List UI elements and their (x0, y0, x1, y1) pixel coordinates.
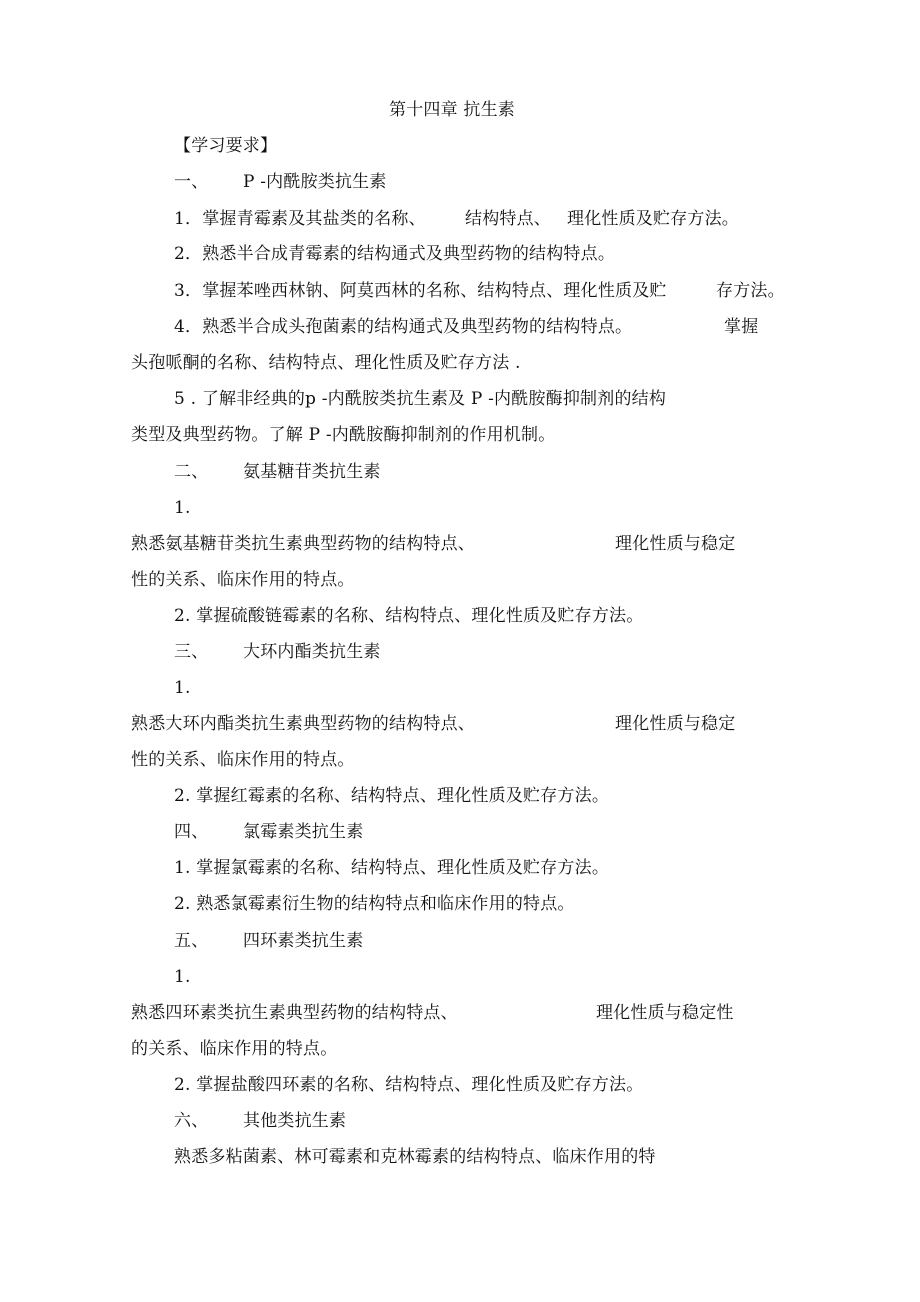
s2-item-1: 熟悉氨基糖苷类抗生素典型药物的结构特点、 (131, 534, 475, 554)
section-2-heading: 氨基糖苷类抗生素 (243, 462, 381, 482)
s1-item-3-end: 存方法。 (716, 281, 785, 301)
section-6-number: 六、 (174, 1111, 209, 1131)
section-4-heading: 氯霉素类抗生素 (243, 822, 364, 842)
chapter-title: 第十四章 抗生素 (389, 100, 516, 120)
s2-item-1-number: 1. (174, 498, 191, 518)
s1-item-3: 3．掌握苯唑西林钠、阿莫西林的名称、结构特点、理化性质及贮 (174, 281, 667, 301)
s1-item-4-continued: 头孢哌酮的名称、结构特点、理化性质及贮存方法 . (131, 353, 521, 373)
requirements-heading: 【学习要求】 (174, 136, 278, 156)
s1-item-2: 2．熟悉半合成青霉素的结构通式及典型药物的结构特点。 (174, 244, 616, 264)
s3-item-1-number: 1. (174, 678, 191, 698)
s3-item-2: 2. 掌握红霉素的名称、结构特点、理化性质及贮存方法。 (174, 786, 610, 806)
s3-item-1: 熟悉大环内酯类抗生素典型药物的结构特点、 (131, 714, 475, 734)
s5-item-1-number: 1. (174, 967, 191, 987)
s1-item-5-continued: 类型及典型药物。了解 Ρ -内酰胺酶抑制剂的作用机制。 (131, 425, 556, 445)
s2-item-2: 2. 掌握硫酸链霉素的名称、结构特点、理化性质及贮存方法。 (174, 606, 644, 626)
section-5-heading: 四环素类抗生素 (243, 931, 364, 951)
s6-item-1: 熟悉多粘菌素、林可霉素和克林霉素的结构特点、临床作用的特 (174, 1147, 656, 1167)
section-6-heading: 其他类抗生素 (243, 1111, 347, 1131)
s1-item-4-tail: 掌握 (724, 317, 759, 337)
s5-item-1-continued: 的关系、临床作用的特点。 (131, 1039, 338, 1059)
s4-item-1: 1. 掌握氯霉素的名称、结构特点、理化性质及贮存方法。 (174, 858, 610, 878)
s2-item-1-part-b: 理化性质与稳定 (615, 534, 736, 554)
s1-item-1: 1．掌握青霉素及其盐类的名称、 (174, 209, 426, 229)
section-5-number: 五、 (174, 931, 209, 951)
s5-item-1-part-b: 理化性质与稳定性 (596, 1003, 734, 1023)
s4-item-2: 2. 熟悉氯霉素衍生物的结构特点和临床作用的特点。 (174, 894, 575, 914)
section-1-number: 一、 (174, 172, 209, 192)
s1-item-1-part-c: 理化性质及贮存方法。 (567, 209, 739, 229)
s3-item-1-part-b: 理化性质与稳定 (615, 714, 736, 734)
section-2-number: 二、 (174, 462, 209, 482)
s2-item-1-continued: 性的关系、临床作用的特点。 (131, 570, 355, 590)
s5-item-1: 熟悉四环素类抗生素典型药物的结构特点、 (131, 1003, 458, 1023)
s5-item-2: 2. 掌握盐酸四环素的名称、结构特点、理化性质及贮存方法。 (174, 1075, 644, 1095)
s1-item-4: 4．熟悉半合成头孢菌素的结构通式及典型药物的结构特点。 (174, 317, 633, 337)
section-3-number: 三、 (174, 642, 209, 662)
section-4-number: 四、 (174, 822, 209, 842)
s3-item-1-continued: 性的关系、临床作用的特点。 (131, 750, 355, 770)
section-3-heading: 大环内酯类抗生素 (243, 642, 381, 662)
s1-item-5: 5 . 了解非经典的p -内酰胺类抗生素及 Ρ -内酰胺酶抑制剂的结构 (174, 389, 667, 409)
section-1-heading: Ρ -内酰胺类抗生素 (243, 172, 387, 192)
s1-item-1-part-b: 结构特点、 (465, 209, 551, 229)
